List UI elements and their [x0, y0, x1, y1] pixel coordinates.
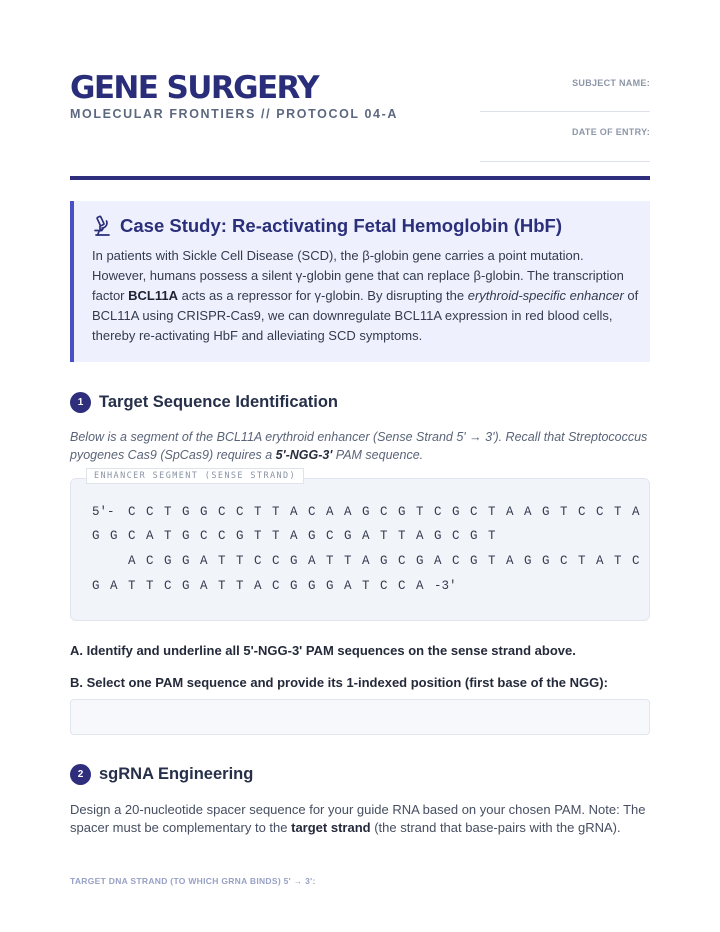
- nucleotide: C: [452, 554, 460, 568]
- nucleotide: T: [164, 505, 172, 519]
- microscope-icon: [92, 215, 112, 237]
- nucleotide: C: [380, 579, 388, 593]
- page-subtitle: MOLECULAR FRONTIERS // PROTOCOL 04-A: [70, 107, 398, 121]
- nucleotide: T: [236, 554, 244, 568]
- subject-name-label: SUBJECT NAME:: [572, 78, 650, 88]
- section-1-title: Target Sequence Identification: [99, 393, 338, 411]
- nucleotide: G: [470, 554, 478, 568]
- sequence-row-4: [92, 577, 457, 595]
- nucleotide: C: [218, 505, 226, 519]
- nucleotide: T: [488, 505, 496, 519]
- nucleotide: C: [560, 554, 568, 568]
- nucleotide: G: [542, 554, 550, 568]
- nucleotide: G: [308, 529, 316, 543]
- nucleotide: C: [128, 505, 136, 519]
- nucleotide: T: [614, 505, 622, 519]
- nucleotide: C: [164, 579, 172, 593]
- nucleotide: C: [470, 505, 478, 519]
- nucleotide: C: [632, 554, 640, 568]
- nucleotide: T: [254, 529, 262, 543]
- nucleotide: T: [380, 529, 388, 543]
- sequence-suffix: -3': [434, 579, 457, 593]
- question-a: A. Identify and underline all 5'-NGG-3' PAM sequences on the sense strand above.: [70, 643, 576, 658]
- nucleotide: G: [308, 579, 316, 593]
- nucleotide: C: [398, 554, 406, 568]
- nucleotide: G: [452, 505, 460, 519]
- nucleotide: G: [182, 529, 190, 543]
- nucleotide: C: [596, 505, 604, 519]
- nucleotide: A: [200, 579, 208, 593]
- sequence-row-2: [92, 527, 506, 545]
- nucleotide: A: [290, 529, 298, 543]
- nucleotide: C: [434, 505, 442, 519]
- sequence-bases-row-2: [92, 527, 506, 545]
- sequence-box: [70, 478, 650, 621]
- pam-motif: 5'-NGG-3': [275, 448, 333, 462]
- nucleotide: G: [524, 554, 532, 568]
- nucleotide: A: [110, 579, 118, 593]
- nucleotide: A: [200, 554, 208, 568]
- date-of-entry-label: DATE OF ENTRY:: [571, 127, 650, 137]
- nucleotide: T: [344, 554, 352, 568]
- nucleotide: C: [128, 529, 136, 543]
- nucleotide: C: [452, 529, 460, 543]
- sequence-row-3: [128, 552, 650, 570]
- nucleotide: C: [272, 554, 280, 568]
- nucleotide: G: [470, 529, 478, 543]
- nucleotide: T: [218, 579, 226, 593]
- nucleotide: C: [398, 579, 406, 593]
- nucleotide: G: [110, 529, 118, 543]
- nucleotide: T: [218, 554, 226, 568]
- nucleotide: A: [344, 505, 352, 519]
- date-of-entry-field[interactable]: [480, 127, 650, 137]
- nucleotide: A: [506, 554, 514, 568]
- section-2-title: sgRNA Engineering: [99, 765, 254, 783]
- nucleotide: G: [182, 505, 190, 519]
- header-divider: [70, 176, 650, 180]
- nucleotide: T: [146, 579, 154, 593]
- nucleotide: G: [182, 554, 190, 568]
- nucleotide: T: [236, 579, 244, 593]
- nucleotide: T: [164, 529, 172, 543]
- nucleotide: G: [200, 505, 208, 519]
- section-1-number: 1: [70, 392, 91, 413]
- nucleotide: G: [92, 529, 100, 543]
- nucleotide: A: [308, 554, 316, 568]
- nucleotide: T: [488, 554, 496, 568]
- nucleotide: A: [362, 554, 370, 568]
- nucleotide: G: [434, 529, 442, 543]
- nucleotide: C: [380, 505, 388, 519]
- target-strand-term: target strand: [291, 819, 371, 835]
- nucleotide: G: [362, 505, 370, 519]
- nucleotide: C: [272, 579, 280, 593]
- nucleotide: G: [92, 579, 100, 593]
- nucleotide: T: [398, 529, 406, 543]
- nucleotide: A: [434, 554, 442, 568]
- nucleotide: C: [308, 505, 316, 519]
- nucleotide: A: [344, 579, 352, 593]
- nucleotide: G: [236, 529, 244, 543]
- case-study-heading: [92, 215, 562, 237]
- nucleotide: A: [254, 579, 262, 593]
- case-study-box: [70, 201, 650, 362]
- nucleotide: T: [560, 505, 568, 519]
- sequence-row-1: [92, 503, 650, 521]
- nucleotide: A: [524, 505, 532, 519]
- nucleotide: T: [272, 529, 280, 543]
- nucleotide: A: [632, 505, 640, 519]
- section-2-number: 2: [70, 764, 91, 785]
- nucleotide: G: [290, 554, 298, 568]
- nucleotide: A: [326, 505, 334, 519]
- sequence-tag: ENHANCER SEGMENT (SENSE STRAND): [86, 468, 304, 484]
- nucleotide: A: [416, 579, 424, 593]
- section-2-heading: [70, 764, 253, 785]
- page-title: GENE SURGERY: [70, 70, 318, 106]
- subject-name-line: [480, 111, 650, 112]
- subject-name-field[interactable]: [480, 78, 650, 88]
- nucleotide: G: [542, 505, 550, 519]
- nucleotide: A: [362, 529, 370, 543]
- sequence-bases-row-1: [128, 503, 650, 521]
- nucleotide: G: [164, 554, 172, 568]
- nucleotide: C: [236, 505, 244, 519]
- nucleotide: G: [398, 505, 406, 519]
- nucleotide: C: [146, 554, 154, 568]
- nucleotide: G: [326, 579, 334, 593]
- question-b: B. Select one PAM sequence and provide its 1-indexed position (first base of the NGG):: [70, 675, 608, 690]
- nucleotide: A: [596, 554, 604, 568]
- pam-position-answer-field[interactable]: [70, 699, 650, 735]
- nucleotide: G: [182, 579, 190, 593]
- enhancer-term: erythroid-specific enhancer: [467, 288, 624, 303]
- nucleotide: C: [326, 529, 334, 543]
- nucleotide: A: [416, 529, 424, 543]
- nucleotide: A: [128, 554, 136, 568]
- nucleotide: G: [344, 529, 352, 543]
- sgrna-design-text: Design a 20-nucleotide spacer sequence for your guide RNA based on your chosen PAM. Note: The spacer must be complementary to the target strand (the strand that base-pairs with the gRNA).: [70, 802, 646, 835]
- sequence-bases-row-4: [92, 577, 434, 595]
- sequence-prefix: 5'-: [92, 505, 115, 519]
- nucleotide: C: [254, 554, 262, 568]
- nucleotide: T: [614, 554, 622, 568]
- bcl11a-term: BCL11A: [128, 288, 178, 303]
- nucleotide: T: [326, 554, 334, 568]
- case-study-title: Case Study: Re-activating Fetal Hemoglobin (HbF): [120, 215, 562, 236]
- sequence-bases-row-3: [128, 552, 650, 570]
- nucleotide: T: [362, 579, 370, 593]
- nucleotide: T: [254, 505, 262, 519]
- target-strand-label: TARGET DNA STRAND (TO WHICH GRNA BINDS) 5' → 3':: [70, 876, 316, 886]
- section-1-intro: Below is a segment of the BCL11A erythroid enhancer (Sense Strand 5' → 3'). Recall that Streptococcus pyogenes Cas9 (SpCas9) requires a 5'-NGG-3' PAM sequence.: [70, 430, 648, 462]
- nucleotide: C: [218, 529, 226, 543]
- nucleotide: A: [290, 505, 298, 519]
- nucleotide: T: [578, 554, 586, 568]
- case-study-text: In patients with Sickle Cell Disease (SCD), the β-globin gene carries a point mutation. However, humans possess a silent γ-globin gene that can replace β-globin. The transcription factor BCL11A acts as a repressor for γ-globin. By disrupting the erythroid-specific enhancer of BCL11A using CRISPR-Cas9, we can downregulate BCL11A expression in red blood cells, thereby re-activating HbF and alleviating SCD symptoms.: [92, 248, 639, 343]
- nucleotide: T: [128, 579, 136, 593]
- section-1-heading: [70, 392, 338, 413]
- nucleotide: A: [506, 505, 514, 519]
- nucleotide: G: [416, 554, 424, 568]
- nucleotide: G: [380, 554, 388, 568]
- nucleotide: G: [290, 579, 298, 593]
- nucleotide: A: [146, 529, 154, 543]
- nucleotide: T: [416, 505, 424, 519]
- nucleotide: T: [488, 529, 496, 543]
- nucleotide: C: [578, 505, 586, 519]
- page-header: [70, 68, 650, 180]
- nucleotide: C: [146, 505, 154, 519]
- nucleotide: C: [200, 529, 208, 543]
- date-of-entry-line: [480, 161, 650, 162]
- nucleotide: T: [272, 505, 280, 519]
